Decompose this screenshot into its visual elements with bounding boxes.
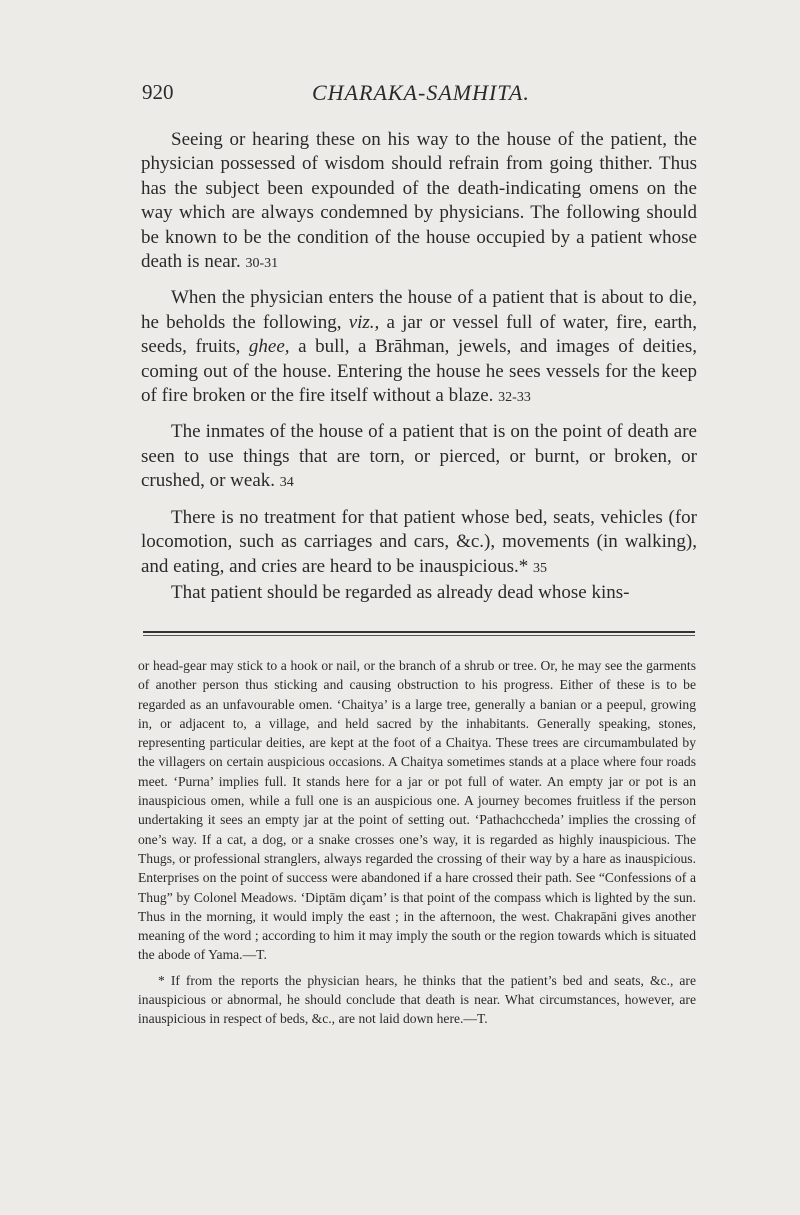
paragraph-text: The inmates of the house of a patient that is on the point of death are seen to use things that are torn, or pierced, or burnt, or broken, or crushed, or weak. <box>141 421 697 492</box>
paragraph <box>141 128 697 276</box>
italic-term: ghee, <box>248 336 290 358</box>
separator-line <box>143 635 695 636</box>
separator-line <box>143 631 695 633</box>
paragraph-text: There is no treatment for that patient whose bed, seats, vehicles (for locomotion, such as carriages and cars, &c.), movements (in walking), and eating, and cries are heard to be inauspicious.* <box>141 506 697 577</box>
verse-number: 32-33 <box>498 390 531 406</box>
running-title: CHARAKA-SAMHITA. <box>312 80 530 105</box>
page-number: 920 <box>142 80 174 104</box>
paragraph <box>141 286 697 410</box>
footnotes <box>138 656 696 1035</box>
paragraph <box>141 506 697 581</box>
paragraph-text: That patient should be regarded as already dead whose kins- <box>171 581 630 603</box>
paragraph-text: a bull, a Brāhman, jewels, and images of deities, coming out of the house. Entering the house he sees vessels for the keep of fire broken or the fire itself without a blaze. <box>141 336 697 407</box>
footnote: or head-gear may stick to a hook or nail, or the branch of a shrub or tree. Or, he may see the garments of another person thus sticking and causing obstruction to his progress. Either of these is to be regarded as an unfavourable omen. ‘Chaitya’ is a large tree, generally a banian or a peepul, growing in, or adjacent to, a village, and held sacred by the inhabitants. Generally speaking, stones, representing particular deities, are kept at the foot of a Chaitya. These trees are circumambulated by the villagers on certain auspicious occasions. A Chaitya sometimes stands at a place where four roads meet. ‘Purna’ implies full. It stands here for a jar or pot full of water. An empty jar or pot is an inauspicious omen, while a full one is an auspicious one. A journey becomes fruitless if the person undertaking it sees an empty jar at the point of setting out. ‘Pathachccheda’ implies the crossing of one’s way. If a cat, a dog, or a snake crosses one’s way, it is regarded as highly inauspicious. The Thugs, or professional stranglers, always regarded the crossing of their way by a hare as inauspicious. Enterprises on the point of success were abandoned if a hare crossed their path. See “Confessions of a Thug” by Colonel Meadows. ‘Diptām diçam’ is that point of the compass which is lighted by the sun. Thus in the morning, it would imply the east ; in the afternoon, the west. Chakrapāni gives another meaning of the word ; according to him it may imply the south or the region towards which is situated the abode of Yama.—T. <box>138 658 696 963</box>
footnote: * If from the reports the physician hears, he thinks that the patient’s bed and seats, &c., are inauspicious or abnormal, he should conclude that death is near. What circumstances, however, are inauspicious in respect of beds, &c., are not laid down here.—T. <box>138 972 696 1027</box>
italic-term: viz., <box>348 311 380 333</box>
verse-number: 34 <box>279 475 294 491</box>
paragraph-text: Seeing or hearing these on his way to the house of the patient, the physician possessed of wisdom should refrain from going thither. Thus has the subject been expounded of the death-indicating omens on the way which are always condemned by physicians. The following should be known to be the condition of the house occupied by a patient whose death is near. <box>141 129 697 273</box>
paragraph-text: When the physician enters the house of a patient that is about to die, he beholds the following, <box>141 287 697 333</box>
main-text <box>141 128 697 615</box>
verse-number: 35 <box>533 560 547 576</box>
footnote-separator <box>143 631 695 636</box>
paragraph <box>141 420 697 495</box>
page-header <box>142 80 702 116</box>
paragraph <box>141 581 697 605</box>
paragraph-text: a jar or vessel full of water, fire, earth, seeds, fruits, <box>141 311 698 358</box>
verse-number: 30-31 <box>245 256 279 272</box>
